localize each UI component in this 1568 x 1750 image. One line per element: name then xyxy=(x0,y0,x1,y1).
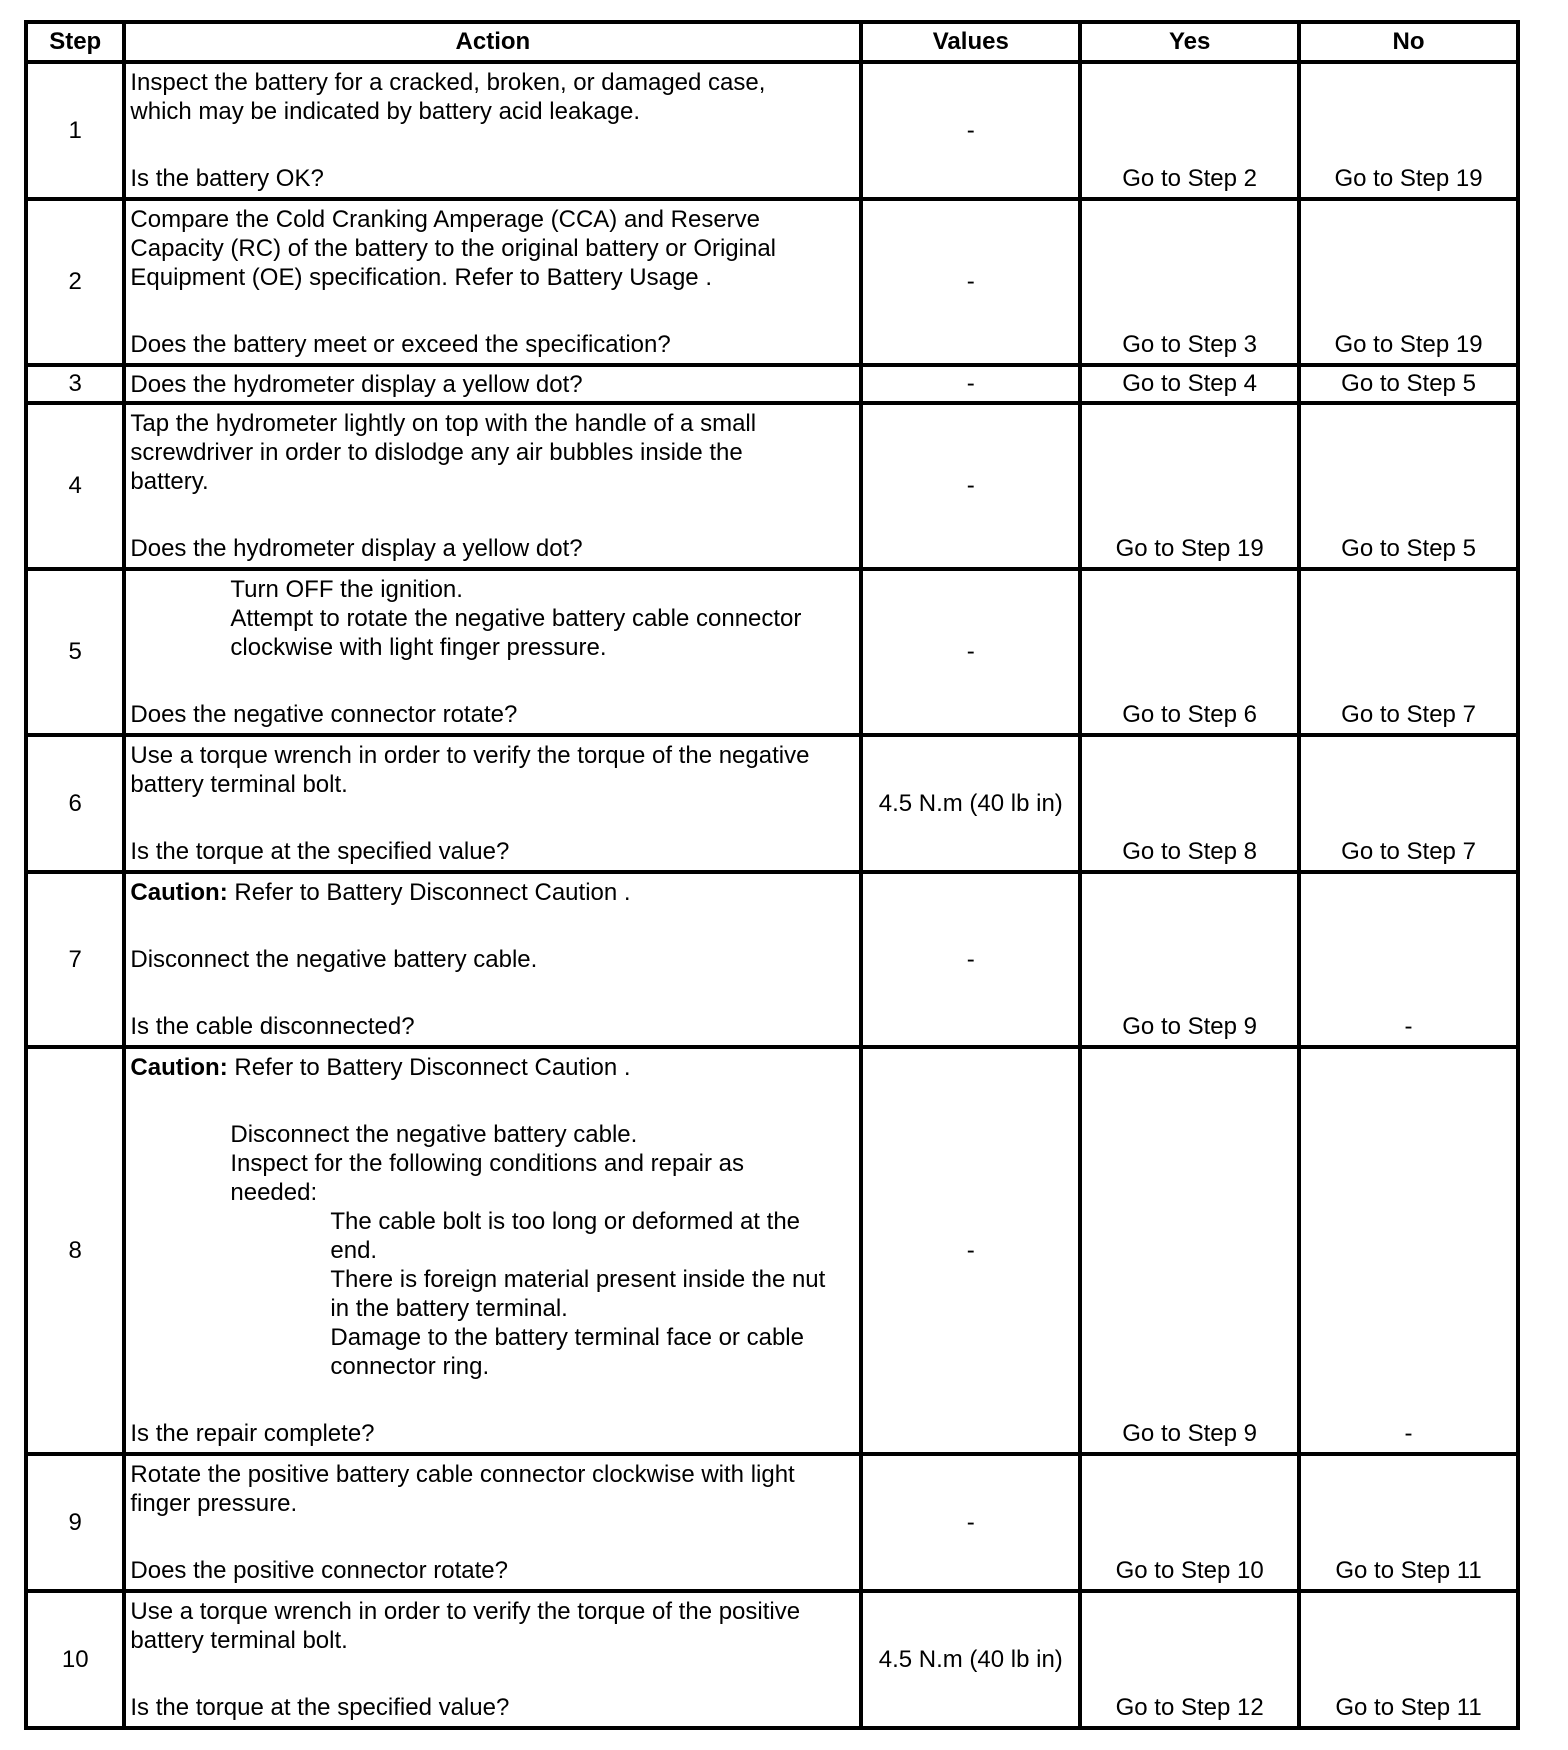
action-text: clockwise with light finger pressure. xyxy=(230,634,607,661)
value-cell: - xyxy=(861,365,1080,403)
step-number: 5 xyxy=(26,569,124,735)
action-question: Is the battery OK? xyxy=(130,165,324,192)
no-cell: Go to Step 11 xyxy=(1299,1454,1518,1591)
action-text: Compare the Cold Cranking Amperage (CCA) and Reserve xyxy=(130,206,761,233)
action-cell xyxy=(124,365,861,403)
caution-label: Caution: xyxy=(130,879,228,906)
no-cell: Go to Step 19 xyxy=(1299,62,1518,199)
action-question: Does the positive connector rotate? xyxy=(130,1557,508,1584)
yes-cell: Go to Step 10 xyxy=(1080,1454,1299,1591)
step-number: 7 xyxy=(26,872,124,1047)
step-number: 3 xyxy=(26,365,124,403)
header-no: No xyxy=(1299,22,1518,62)
step-number: 4 xyxy=(26,403,124,569)
action-text: finger pressure. xyxy=(130,1490,298,1517)
sub-item-text: connector ring. xyxy=(330,1353,490,1380)
action-question: Is the torque at the specified value? xyxy=(130,1694,510,1721)
action-cell xyxy=(124,1591,861,1728)
no-cell: Go to Step 19 xyxy=(1299,199,1518,365)
action-question: Does the negative connector rotate? xyxy=(130,701,518,728)
sub-item-text: Damage to the battery terminal face or cable xyxy=(330,1324,804,1351)
caution-line xyxy=(130,878,853,907)
table-row xyxy=(26,1454,1518,1591)
action-question: Does the hydrometer display a yellow dot? xyxy=(130,535,583,562)
step-number: 10 xyxy=(26,1591,124,1728)
action-text: Turn OFF the ignition. xyxy=(230,576,463,603)
action-cell xyxy=(124,1047,861,1454)
value-cell: 4.5 N.m (40 lb in) xyxy=(861,735,1080,872)
sub-item-text: There is foreign material present inside the nut xyxy=(330,1266,826,1293)
table-row xyxy=(26,872,1518,1047)
action-text: battery terminal bolt. xyxy=(130,771,348,798)
action-question: Is the cable disconnected? xyxy=(130,1013,415,1040)
no-cell: - xyxy=(1299,1047,1518,1454)
value-cell: 4.5 N.m (40 lb in) xyxy=(861,1591,1080,1728)
yes-cell: Go to Step 12 xyxy=(1080,1591,1299,1728)
value-cell: - xyxy=(861,1454,1080,1591)
no-cell: Go to Step 11 xyxy=(1299,1591,1518,1728)
action-text: Inspect for the following conditions and repair as xyxy=(230,1150,745,1177)
action-cell xyxy=(124,199,861,365)
yes-cell: Go to Step 3 xyxy=(1080,199,1299,365)
no-cell: Go to Step 7 xyxy=(1299,569,1518,735)
yes-cell: Go to Step 9 xyxy=(1080,872,1299,1047)
table-row xyxy=(26,735,1518,872)
yes-cell: Go to Step 4 xyxy=(1080,365,1299,403)
value-cell: - xyxy=(861,569,1080,735)
yes-cell: Go to Step 19 xyxy=(1080,403,1299,569)
action-cell xyxy=(124,735,861,872)
sub-item-text: in the battery terminal. xyxy=(330,1295,568,1322)
action-text: Inspect the battery for a cracked, broken, or damaged case, xyxy=(130,69,766,96)
table-row xyxy=(26,569,1518,735)
no-cell: Go to Step 7 xyxy=(1299,735,1518,872)
action-question: Is the torque at the specified value? xyxy=(130,838,510,865)
action-text: Attempt to rotate the negative battery cable connector xyxy=(230,605,802,632)
step-number: 9 xyxy=(26,1454,124,1591)
action-text: Capacity (RC) of the battery to the original battery or Original xyxy=(130,235,777,262)
value-cell: - xyxy=(861,403,1080,569)
action-text: Tap the hydrometer lightly on top with the handle of a small xyxy=(130,410,757,437)
caution-label: Caution: xyxy=(130,1054,228,1081)
value-cell: - xyxy=(861,199,1080,365)
no-cell: Go to Step 5 xyxy=(1299,403,1518,569)
step-number: 8 xyxy=(26,1047,124,1454)
caution-text: Refer to Battery Disconnect Caution . xyxy=(227,1054,631,1081)
action-text: Use a torque wrench in order to verify the torque of the negative xyxy=(130,742,810,769)
table-row xyxy=(26,1047,1518,1454)
action-text: Use a torque wrench in order to verify the torque of the positive xyxy=(130,1598,801,1625)
header-values: Values xyxy=(861,22,1080,62)
caution-text: Refer to Battery Disconnect Caution . xyxy=(227,879,631,906)
action-text: screwdriver in order to dislodge any air bubbles inside the xyxy=(130,439,743,466)
table-row xyxy=(26,62,1518,199)
yes-cell: Go to Step 6 xyxy=(1080,569,1299,735)
yes-cell: Go to Step 8 xyxy=(1080,735,1299,872)
action-text: which may be indicated by battery acid leakage. xyxy=(130,98,641,125)
value-cell: - xyxy=(861,1047,1080,1454)
step-number: 1 xyxy=(26,62,124,199)
value-cell: - xyxy=(861,872,1080,1047)
action-text: needed: xyxy=(230,1179,318,1206)
action-text: battery. xyxy=(130,468,209,495)
caution-line xyxy=(130,1053,853,1082)
header-row xyxy=(26,22,1518,62)
table-row xyxy=(26,1591,1518,1728)
action-question: Does the battery meet or exceed the specification? xyxy=(130,331,671,358)
table-row xyxy=(26,199,1518,365)
action-text: Equipment (OE) specification. Refer to Battery Usage . xyxy=(130,264,712,291)
action-question: Does the hydrometer display a yellow dot? xyxy=(130,370,583,398)
action-cell xyxy=(124,62,861,199)
sub-item-text: The cable bolt is too long or deformed at the xyxy=(330,1208,801,1235)
action-text: Disconnect the negative battery cable. xyxy=(230,1121,638,1148)
step-number: 2 xyxy=(26,199,124,365)
step-number: 6 xyxy=(26,735,124,872)
value-cell: - xyxy=(861,62,1080,199)
table-row xyxy=(26,365,1518,403)
action-cell xyxy=(124,403,861,569)
header-yes: Yes xyxy=(1080,22,1299,62)
header-step: Step xyxy=(26,22,124,62)
action-cell xyxy=(124,872,861,1047)
diagnostic-table xyxy=(24,20,1520,1730)
action-text: battery terminal bolt. xyxy=(130,1627,348,1654)
header-action: Action xyxy=(124,22,861,62)
table-row xyxy=(26,403,1518,569)
sub-item-text: end. xyxy=(330,1237,378,1264)
action-cell xyxy=(124,569,861,735)
action-question: Is the repair complete? xyxy=(130,1420,375,1447)
action-text: Disconnect the negative battery cable. xyxy=(130,946,538,973)
no-cell: - xyxy=(1299,872,1518,1047)
yes-cell: Go to Step 2 xyxy=(1080,62,1299,199)
no-cell: Go to Step 5 xyxy=(1299,365,1518,403)
action-text: Rotate the positive battery cable connector clockwise with light xyxy=(130,1461,795,1488)
action-cell xyxy=(124,1454,861,1591)
yes-cell: Go to Step 9 xyxy=(1080,1047,1299,1454)
